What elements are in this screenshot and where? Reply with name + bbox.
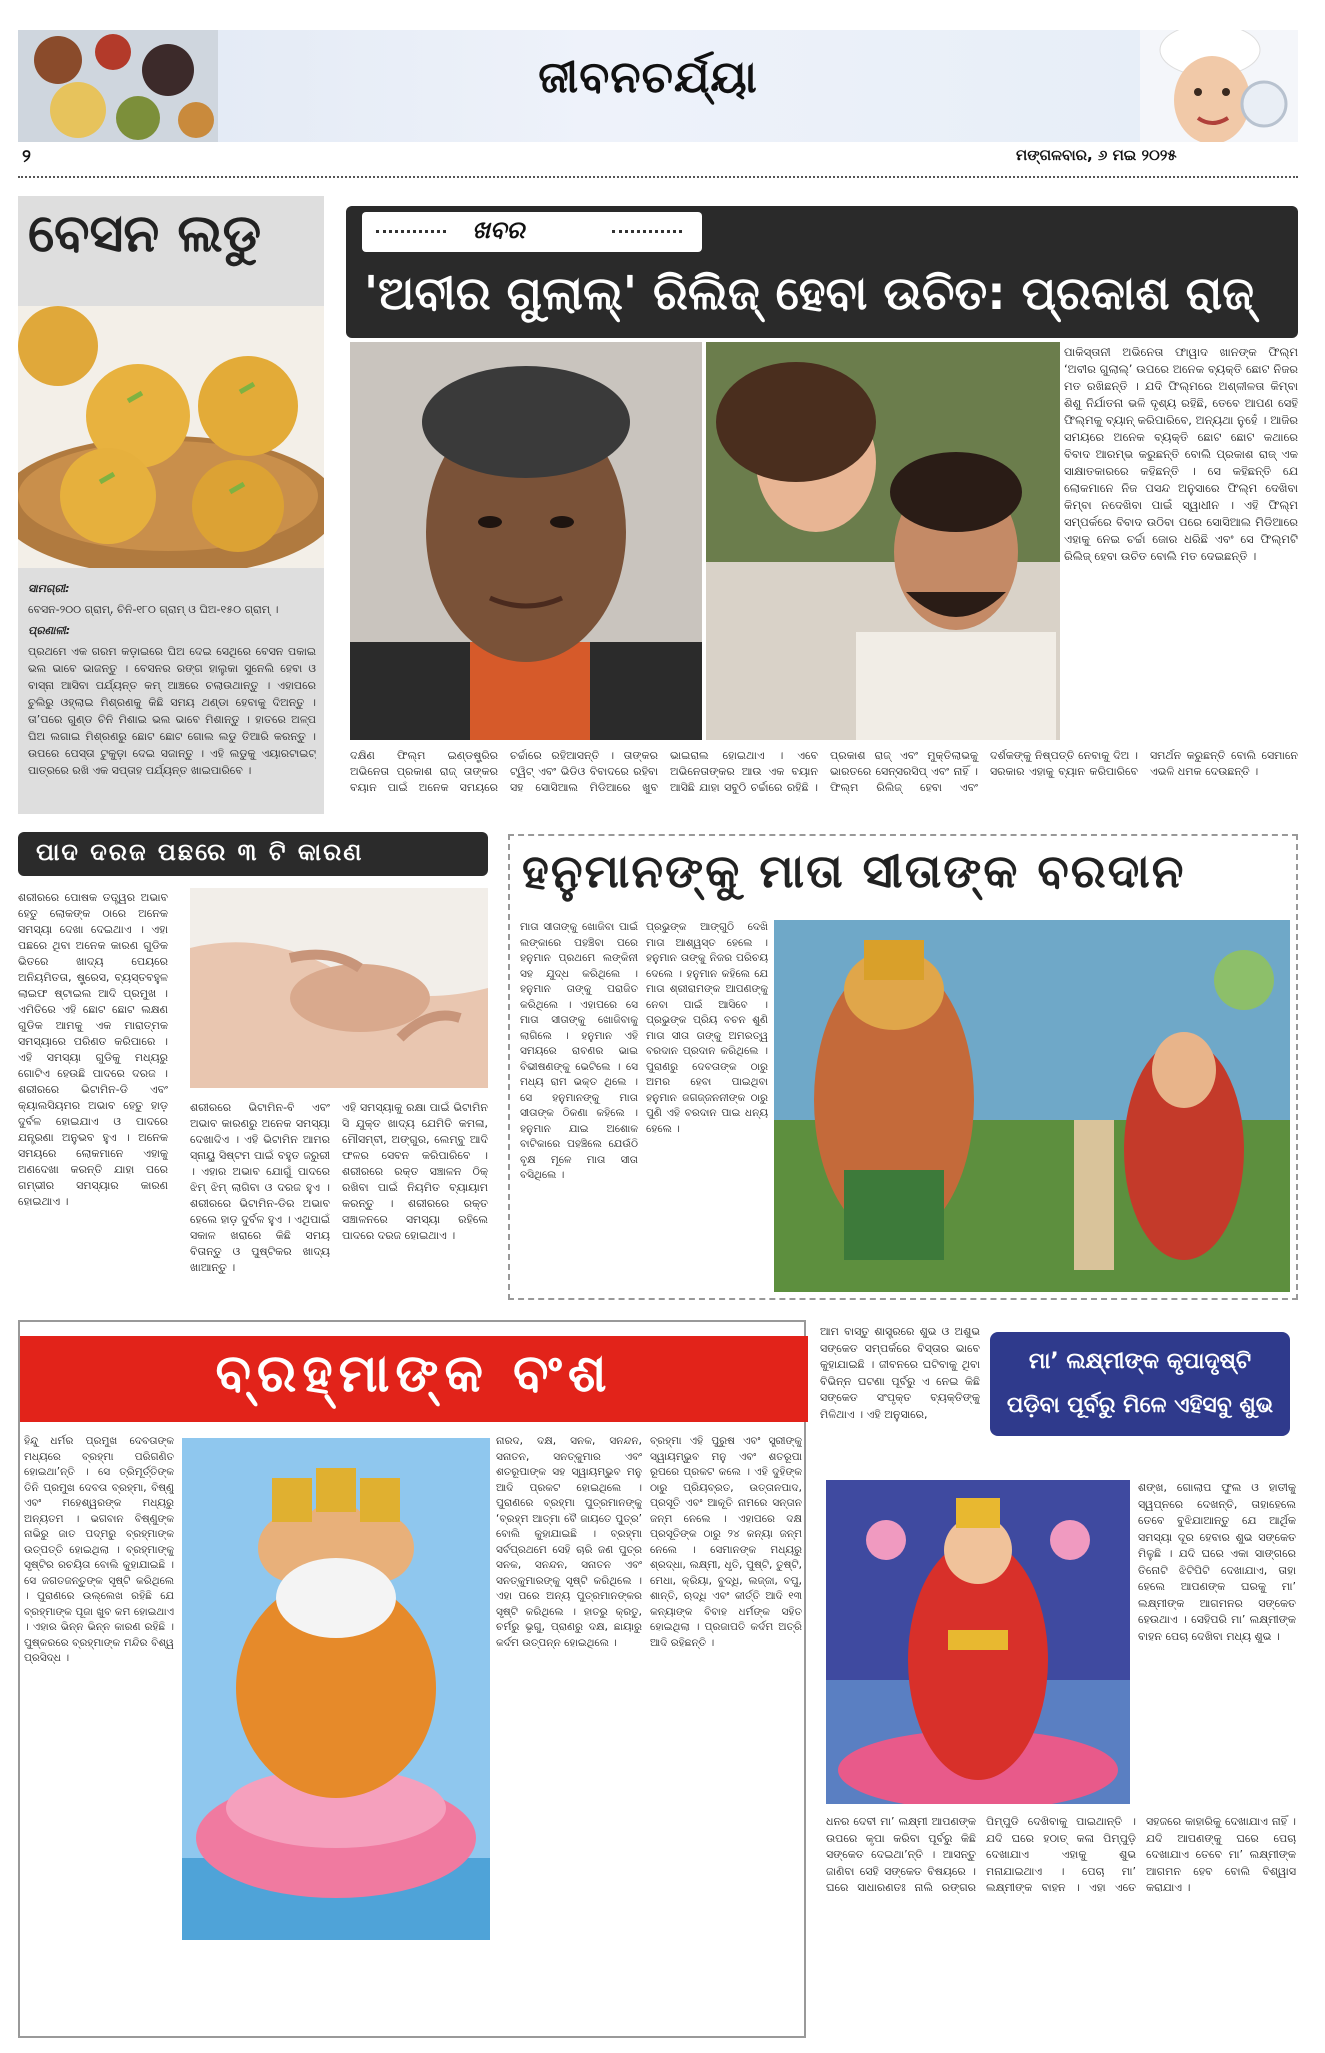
masthead-title: ଜୀବନଚର୍ଯ୍ୟା — [538, 52, 758, 103]
hanuman-col1: ମାତା ସୀତାଙ୍କୁ ଖୋଜିବା ପାଇଁ ଲଙ୍କାରେ ପହଞ୍ଚିବା ପରେ ହନୁମାନ ପ୍ରଥମେ ଲଙ୍କିନୀ ସହ ଯୁଦ୍ଧ କରିଥିଲେ । ହନୁମାନ ତାଙ୍କୁ ପରାଜିତ କରିଥିଲେ । ଏହାପରେ ସେ ମାତା ସୀତାଙ୍କୁ ଖୋଜିବାକୁ ଲାଗିଲେ । ହନୁମାନ ଏହି ସମୟରେ ରାବଣର ଭାଇ ବିଭୀଷଣଙ୍କୁ ଭେଟିଲେ । ସେ ମଧ୍ୟ ରାମ ଭକ୍ତ ଥିଲେ । ସେ ହନୁମାନଙ୍କୁ ମାତା ସୀତାଙ୍କ ଠିକଣା କହିଲେ । ହନୁମାନ ଯାଇ ଅଶୋକ ବାଟିକାରେ ପହଞ୍ଚିଲେ ଯେଉଁଠି ବୃକ୍ଷ ମୂଳେ ମାତା ସୀତା ବସିଥିଲେ । — [520, 921, 638, 1181]
foot-massage-image — [190, 888, 488, 1088]
hanuman-box — [508, 834, 1298, 1300]
lakshmi-side-column: ଶଙ୍ଖ, ଗୋଲାପ ଫୁଲ ଓ ହାତୀକୁ ସ୍ୱପ୍ନରେ ଦେଖନ୍ତି, ତାହାହେଲେ ତେବେ ବୁଝିଯାଆନ୍ତୁ ଯେ ଆର୍ଥିକ ସମସ୍ୟା ଦୂର ହେବାର ଶୁଭ ସଙ୍କେତ ମିଳୁଛି । ଯଦି ଘରେ ଏକା ସାଙ୍ଗରେ ତିନୋଟି ଝିଟିପିଟି ଦେଖାଯାଏ, ତାହା ହେଲେ ଆପଣଙ୍କ ଘରକୁ ମା’ ଲକ୍ଷ୍ମୀଙ୍କ ଆଗମନର ସଙ୍କେତ ହେଉଥାଏ । ସେହିପରି ମା’ ଲକ୍ଷ୍ମୀଙ୍କ ବାହନ ପେଚା ଦେଖିବା ମଧ୍ୟ ଶୁଭ । — [1138, 1481, 1296, 1643]
hanuman-headline: ହନୁମାନଙ୍କୁ ମାତା ସୀତାଙ୍କ ବରଦାନ — [522, 844, 1186, 898]
lakshmi-intro: ଆମ ବାସ୍ତୁ ଶାସ୍ତ୍ରରେ ଶୁଭ ଓ ଅଶୁଭ ସଙ୍କେତ ସମ୍ପର୍କରେ ବିସ୍ତାର ଭାବେ କୁହାଯାଇଛି । ଜୀବନରେ ଘଟିବାକୁ ଥିବା ବିଭିନ୍ନ ଘଟଣା ପୂର୍ବରୁ ଏ ନେଇ କିଛି ସଙ୍କେତ ସଂପୃକ୍ତ ବ୍ୟକ୍ତିଙ୍କୁ ମିଳିଥାଏ । ଏହି ଅନୁସାରେ, — [820, 1325, 980, 1421]
brahma-headline-bar — [20, 1336, 808, 1422]
recipe-box — [18, 196, 324, 814]
hanuman-col2: ପ୍ରଭୁଙ୍କ ଆଙ୍ଗୁଠି ଦେଖି ମାତା ଆଶ୍ୱସ୍ତ ହେଲେ । ହନୁମାନ ତାଙ୍କୁ ନିଜର ପରିଚୟ ଦେଲେ । ହନୁମାନ କହିଲେ ଯେ ମାତା ଶ୍ରୀରାମଙ୍କ ଆପଣଙ୍କୁ ନେବା ପାଇଁ ଆସିବେ । ପ୍ରଭୁଙ୍କ ପ୍ରିୟ ବଚନ ଶୁଣି ମାତା ସୀତା ତାଙ୍କୁ ଅମରତ୍ୱ ବରଦାନ ପ୍ରଦାନ କରିଥିଲେ । ପୁରାଣରୁ ଦେବତାଙ୍କ ଠାରୁ ଅମର ହେବା ପାଇଥିବା ହନୁମାନ ଜଗଜ୍ଜନନୀଙ୍କ ଠାରୁ ପୁଣି ଏହି ବରଦାନ ପାଇ ଧନ୍ୟ ହେଲେ । — [646, 921, 768, 1135]
feet-mid-column: ଶରୀରରେ ଭିଟାମିନ-ବି ଏବଂ ଅଭାବ କାରଣରୁ ଅନେକ ସମସ୍ୟା ଦେଖାଦିଏ । ଏହି ଭିଟାମିନ ଆମର ସ୍ନାୟୁ ସିଷ୍ଟମ ପାଇଁ ବହୁତ ଜରୁରୀ । ଏହାର ଅଭାବ ଯୋଗୁଁ ପାଦରେ ଝିମ୍ ଝିମ୍ ଲାଗିବା ଓ ଦରଜ ହୁଏ । ଶରୀରରେ ଭିଟାମିନ-ଡିର ଅଭାବ ହେଲେ ହାଡ଼ ଦୁର୍ବଳ ହୁଏ । ଏଥିପାଇଁ ସକାଳ ଖରାରେ କିଛି ସମୟ ବିତାନ୍ତୁ ଓ ପୁଷ୍ଟିକର ଖାଦ୍ୟ ଖାଆନ୍ତୁ । — [190, 1101, 330, 1274]
brahma-col2: ନାରଦ, ଦକ୍ଷ, ସନକ, ସନନ୍ଦନ, ସନାତନ, ସନତ୍କୁମାର ଏବଂ ଶତରୂପାଙ୍କ ସହ ସ୍ୱାୟମ୍ଭୁବ ମନୁ ଆଦି ପ୍ରକଟ ହୋଇଥିଲେ । ପୁରାଣରେ ବ୍ରହ୍ମା ପୁତ୍ରମାନଙ୍କୁ ‘ବ୍ରହ୍ମ ଆତ୍ମା ବୈ ଜାୟତେ ପୁତ୍ର’ ବୋଲି କୁହାଯାଇଛି । ବ୍ରହ୍ମା ସର୍ବପ୍ରଥମେ ସେହି ଚାରି ଜଣ ପୁତ୍ର ସନକ, ସନନ୍ଦନ, ସନାତନ ଏବଂ ସନତ୍କୁମାରଙ୍କୁ ସୃଷ୍ଟି କରିଥିଲେ । ଏହା ପରେ ଅନ୍ୟ ପୁତ୍ରମାନଙ୍କର ସୃଷ୍ଟି କରିଥିଲେ । ହାତରୁ କ୍ରତୁ, ଚର୍ମରୁ ଭୃଗୁ, ପ୍ରାଣରୁ ଦକ୍ଷ, ଛାୟାରୁ କର୍ଦମ ଉତ୍ପନ୍ନ ହୋଇଥିଲେ । — [496, 1435, 642, 1649]
news-tag: ଖବର — [472, 216, 525, 244]
feet-headline: ପାଦ ଦରଜ ପଛରେ ୩ ଟି କାରଣ — [36, 838, 364, 866]
news-tag-bar — [362, 212, 702, 252]
method-label: ପ୍ରଣାଳୀ: — [28, 624, 71, 637]
lakshmi-headline: ମା’ ଲକ୍ଷ୍ମୀଙ୍କ କୃପାଦୃଷ୍ଟି ପଡ଼ିବା ପୂର୍ବରୁ ମିଳେ ଏହିସବୁ ଶୁଭ ସଙ୍କେତ — [1006, 1349, 1274, 1462]
lakshmi-image — [826, 1480, 1130, 1804]
news-bottom-text: ଦକ୍ଷିଣ ଫିଲ୍ମ ଇଣ୍ଡଷ୍ଟ୍ରିର ଅଭିନେତା ପ୍ରକାଶ ରାଜ୍ ତାଙ୍କର ବୟାନ ପାଇଁ ଅନେକ ସମୟରେ ଚର୍ଚ୍ଚାରେ ରହିଆସନ୍ତି । ତାଙ୍କର ଟ୍ୱିଟ୍ ଏବଂ ଭିଡିଓ ବିବାଦରେ ରହିବା ସହ ସୋସିଆଲ ମିଡିଆରେ ଖୁବ ଭାଇରାଲ ହୋଇଥାଏ । ଏବେ ଅଭିନେତାଙ୍କର ଆଉ ଏକ ବୟାନ ଆସିଛି ଯାହା ସବୁଠି ଚର୍ଚ୍ଚାରେ ରହିଛି । ପ୍ରକାଶ ରାଜ୍ ଏବଂ ମୁକ୍ତିଲାଭକୁ ଭାରତରେ ସେନ୍ସରସିପ୍ ଏବଂ ନାହିଁ । ଫିଲ୍ମ ରିଲିଜ୍ ହେବା ଏବଂ ଦର୍ଶକଙ୍କୁ ନିଷ୍ପତ୍ତି ନେବାକୁ ଦିଅ । ସରକାର ଏହାକୁ ବ୍ୟାନ କରିପାରିବେ ସମର୍ଥନ କରୁଛନ୍ତି ବୋଲି ସେମାନେ ଏଭଳି ଧମକ ଦେଉଛନ୍ତି । — [350, 749, 1298, 794]
news-side-column: ପାକିସ୍ତାନୀ ଅଭିନେତା ଫାୱାଦ ଖାନଙ୍କ ଫିଲ୍ମ ‘ଅବୀର ଗୁଲାଲ୍’ ଉପରେ ଅନେକ ବ୍ୟକ୍ତି ଛୋଟ ନିଜର ମତ ରଖିଛନ୍ତି । ଯଦି ଫିଲ୍ମରେ ଅଶ୍ଳୀଳତା କିମ୍ବା ଶିଶୁ ନିର୍ଯାତନା ଭଳି ଦୃଶ୍ୟ ରହିଛି, ତେବେ ଆପଣ ସେହି ଫିଲ୍ମକୁ ବ୍ୟାନ୍ କରିପାରିବେ, ଅନ୍ୟଥା ନୁହେଁ । ଆଜିର ସମୟରେ ଅନେକ ବ୍ୟକ୍ତି ଛୋଟ ଛୋଟ କଥାରେ ବିବାଦ ଆରମ୍ଭ କରୁଛନ୍ତି ବୋଲି ପ୍ରକାଶ ରାଜ୍ ଏକ ସାକ୍ଷାତକାରରେ କହିଛନ୍ତି । ସେ କହିଛନ୍ତି ଯେ ଲୋକମାନେ ନିଜ ପସନ୍ଦ ଅନୁସାରେ ଫିଲ୍ମ ଦେଖିବା କିମ୍ବା ନଦେଖିବା ପାଇଁ ସ୍ୱାଧୀନ । ଏହି ଫିଲ୍ମ ସମ୍ପର୍କରେ ବିବାଦ ଉଠିବା ପରେ ସୋସିଆଲ ମିଡିଆରେ ଏହାକୁ ନେଇ ଚର୍ଚ୍ଚା ଜୋର ଧରିଛି ଏବଂ ସେ ଫିଲ୍ମଟି ରିଲିଜ୍ ହେବା ଉଚିତ ବୋଲି ମତ ଦେଇଛନ୍ତି । — [1064, 345, 1298, 563]
spices-food-image — [18, 30, 218, 142]
masthead — [18, 30, 1298, 142]
hanuman-sita-image — [774, 920, 1290, 1292]
recipe-body — [28, 580, 316, 806]
news-banner — [346, 206, 1298, 338]
dots-right — [612, 230, 682, 233]
masthead-divider — [18, 176, 1298, 178]
lakshmi-bottom-text: ଧନର ଦେବୀ ମା’ ଲକ୍ଷ୍ମୀ ଆପଣଙ୍କ ଉପରେ କୃପା କରିବା ପୂର୍ବରୁ କିଛି ସଙ୍କେତ ଦେଇଥା’ନ୍ତି । ଆସନ୍ତୁ ଜାଣିବା ସେହି ସଙ୍କେତ ବିଷୟରେ । ଘରେ ସାଧାରଣତଃ ନାଲି ରଙ୍ଗର ପିମ୍ପୁଡି ଦେଖିବାକୁ ପାଇଥାନ୍ତି । ଯଦି ଘରେ ହଠାତ୍ କଳା ପିମ୍ପୁଡ଼ି ଦେଖାଯାଏ ଏହାକୁ ଶୁଭ ମନାଯାଇଥାଏ । ପେଚା ମା’ ଲକ୍ଷ୍ମୀଙ୍କ ବାହନ । ଏହା ଏତେ ସହଜରେ କାହାରିକୁ ଦେଖାଯାଏ ନାହିଁ । ଯଦି ଆପଣଙ୍କୁ ଘରେ ପେଚା ଦେଖାଯାଏ ତେବେ ମା’ ଲକ୍ଷ୍ମୀଙ୍କ ଆଗମନ ହେବ ବୋଲି ବିଶ୍ୱାସ କରାଯାଏ । — [826, 1815, 1296, 1894]
feet-headline-bar — [18, 832, 488, 876]
brahma-headline: ବ୍ରହ୍ମାଙ୍କ ବଂଶ — [215, 1344, 613, 1404]
news-headline: 'ଅବୀର ଗୁଲାଲ୍' ରିଲିଜ୍ ହେବା ଉଚିତ: ପ୍ରକାଶ ରାଜ୍ — [364, 266, 1254, 320]
page-number: ୨ — [22, 146, 31, 167]
brahma-section — [18, 1320, 806, 2038]
besan-ladoo-image — [18, 306, 324, 568]
ingredients-text: ବେସନ-୨୦୦ ଗ୍ରାମ୍, ଚିନି-୧୮୦ ଗ୍ରାମ୍ ଓ ଘିଅ-୧୫୦ ଗ୍ରାମ୍ । — [28, 603, 279, 616]
brahma-col1: ହିନ୍ଦୁ ଧର୍ମର ପ୍ରମୁଖ ଦେବତାଙ୍କ ମଧ୍ୟରେ ବ୍ରହ୍ମା ପରିଗଣିତ ହୋଇଥା’ନ୍ତି । ସେ ତ୍ରିମୂର୍ତ୍ତିଙ୍କ ତିନି ପ୍ରମୁଖ ଦେବତା ବ୍ରହ୍ମା, ବିଷ୍ଣୁ ଏବଂ ମହେଶ୍ୱରଙ୍କ ମଧ୍ୟରୁ ଅନ୍ୟତମ । ଭଗବାନ ବିଷ୍ଣୁଙ୍କ ନାଭିରୁ ଜାତ ପଦ୍ମରୁ ବ୍ରହ୍ମାଙ୍କ ଉତ୍ପତ୍ତି ହୋଇଥିଲା । ବ୍ରହ୍ମାଙ୍କୁ ସୃଷ୍ଟିର ରଚୟିତା ବୋଲି କୁହାଯାଇଛି । ସେ ଜଗତଜନ୍ତୁଙ୍କ ସୃଷ୍ଟି କରିଥିଲେ । ପୁରାଣରେ ଉଲ୍ଲେଖ ରହିଛି ଯେ ବ୍ରହ୍ମାଙ୍କ ପୂଜା ଖୁବ କମ ହୋଇଥାଏ । ଏହାର ଭିନ୍ନ ଭିନ୍ନ କାରଣ ରହିଛି । ପୁଷ୍କରରେ ବ୍ରହ୍ମାଙ୍କ ମନ୍ଦିର ବିଶ୍ୱ ପ୍ରସିଦ୍ଧ । — [24, 1435, 174, 1664]
ingredients-label: ସାମଗ୍ରୀ: — [28, 582, 70, 595]
prakash-raj-photo — [350, 342, 702, 740]
brahma-image — [182, 1438, 490, 1940]
lakshmi-headline-box — [990, 1332, 1290, 1462]
method-text: ପ୍ରଥମେ ଏକ ଗରମ କଡ଼ାଇରେ ଘିଅ ଦେଇ ସେଥିରେ ବେସନ ପକାଇ ଭଲ ଭାବେ ଭାଜନ୍ତୁ । ବେସନର ରଙ୍ଗ ହାଲୁକା ସୁନେଲି ହେବା ଓ ବାସ୍ନା ଆସିବା ପର୍ଯ୍ୟନ୍ତ କମ୍ ଆଞ୍ଚରେ ଚଲାଉଥାନ୍ତୁ । ଏହାପରେ ଚୁଲିରୁ ଓହ୍ଲାଇ ମିଶ୍ରଣକୁ କିଛି ସମୟ ଥଣ୍ଡା ହେବାକୁ ଦିଅନ୍ତୁ । ତା’ପରେ ଗୁଣ୍ଡ ଚିନି ମିଶାଇ ଭଲ ଭାବେ ମିଶାନ୍ତୁ । ହାତରେ ଅଳ୍ପ ଘିଅ ଲଗାଇ ମିଶ୍ରଣରୁ ଛୋଟ ଛୋଟ ଗୋଲ ଲଡୁ ତିଆରି କରନ୍ତୁ । ଉପରେ ପେସ୍ତା ଟୁକୁଡ଼ା ଦେଇ ସଜାନ୍ତୁ । ଏହି ଲଡୁକୁ ଏୟାରଟାଇଟ୍ ପାତ୍ରରେ ରଖି ଏକ ସପ୍ତାହ ପର୍ଯ୍ୟନ୍ତ ଖାଇପାରିବେ । — [28, 645, 316, 777]
feet-right-column: ଏହି ସମସ୍ୟାକୁ ରକ୍ଷା ପାଇଁ ଭିଟାମିନ ସି ଯୁକ୍ତ ଖାଦ୍ୟ ଯେମିତି କମଳା, ମୌସମ୍ବୀ, ଅଙ୍ଗୁର, ଲେମ୍ବୁ ଆଦି ଫଳର ସେବନ କରିପାରିବେ । ଶରୀରରେ ରକ୍ତ ସଞ୍ଚାଳନ ଠିକ୍ ରଖିବା ପାଇଁ ନିୟମିତ ବ୍ୟାୟାମ କରନ୍ତୁ । ଶରୀରରେ ରକ୍ତ ସଞ୍ଚାଳନରେ ସମସ୍ୟା ରହିଲେ ପାଦରେ ଦରଜ ହୋଇଥାଏ । — [342, 1101, 488, 1242]
fawad-vaani-photo — [706, 342, 1060, 740]
feet-left-column: ଶରୀରରେ ପୋଷକ ତତ୍ତ୍ୱର ଅଭାବ ହେତୁ ଲୋକଙ୍କ ଠାରେ ଅନେକ ସମସ୍ୟା ଦେଖା ଦେଇଥାଏ । ଏହା ପଛରେ ଥିବା ଅନେକ କାରଣ ଗୁଡିକ ଭିତରେ ଖାଦ୍ୟ ପେୟରେ ଅନିୟମିତତା, ଷ୍ଟ୍ରେସ, ବ୍ୟସ୍ତବହୁଳ ଲାଇଫ ଷ୍ଟାଇଲ ଆଦି ପ୍ରମୁଖ । ଏମିତିରେ ଏହି ଛୋଟ ଛୋଟ ଲକ୍ଷଣ ଗୁଡିକ ଆମକୁ ଏକ ମାରାତ୍ମକ ସମସ୍ୟାରେ ପରିଣତ କରିପାରେ । ଏହି ସମସ୍ୟା ଗୁଡିକୁ ମଧ୍ୟରୁ ଗୋଟିଏ ହେଉଛି ପାଦରେ ଦରଜ । ଶରୀରରେ ଭିଟାମିନ-ଡି ଏବଂ କ୍ୟାଲସିୟମର ଅଭାବ ହେତୁ ହାଡ଼ ଦୁର୍ବଳ ହୋଇଯାଏ ଓ ପାଦରେ ଯନ୍ତ୍ରଣା ଅନୁଭବ ହୁଏ । ଅନେକ ସମୟରେ ଲୋକମାନେ ଏହାକୁ ଅଣଦେଖା କରନ୍ତି ଯାହା ପରେ ଗମ୍ଭୀର ସମସ୍ୟାର କାରଣ ହୋଇଥାଏ । — [18, 891, 168, 1208]
recipe-title: ବେସନ ଲଡୁ — [28, 204, 262, 264]
brahma-col3: ବ୍ରହ୍ମା ଏହି ପୁରୁଷ ଏବଂ ସ୍ତ୍ରୀଙ୍କୁ ସ୍ୱାୟମ୍ଭୁବ ମନୁ ଏବଂ ଶତରୂପା ରୂପରେ ପ୍ରକଟ କଲେ । ଏହି ଦୁହିଙ୍କ ଠାରୁ ପ୍ରିୟବ୍ରତ, ଉତ୍ତାନପାଦ, ପ୍ରସୂତି ଏବଂ ଆକୂତି ନାମରେ ସନ୍ତାନ ଜନ୍ମ ନେଲେ । ଏହାପରେ ଦକ୍ଷ ପ୍ରସୂତିଙ୍କ ଠାରୁ ୨୪ କନ୍ୟା ଜନ୍ମ ନେଲେ । ସେମାନଙ୍କ ମଧ୍ୟରୁ ଶ୍ରଦ୍ଧା, ଲକ୍ଷ୍ମୀ, ଧୃତି, ପୁଷ୍ଟି, ତୁଷ୍ଟି, ମେଧା, କ୍ରିୟା, ବୁଦ୍ଧି, ଲଜ୍ଜା, ବପୁ, ଶାନ୍ତି, ଋଦ୍ଧି ଏବଂ କୀର୍ତ୍ତି ଆଦି ୧୩ କନ୍ୟାଙ୍କ ବିବାହ ଧର୍ମଙ୍କ ସହିତ ହୋଇଥିଲା । ପ୍ରଜାପତି କର୍ଦମ ଅତ୍ରି ଆଦି ରହିଛନ୍ତି । — [650, 1435, 802, 1649]
issue-date: ମଙ୍ଗଳବାର, ୬ ମଇ ୨୦୨୫ — [1016, 146, 1177, 164]
woman-skincare-image — [1140, 30, 1298, 142]
dots-left — [376, 230, 446, 233]
